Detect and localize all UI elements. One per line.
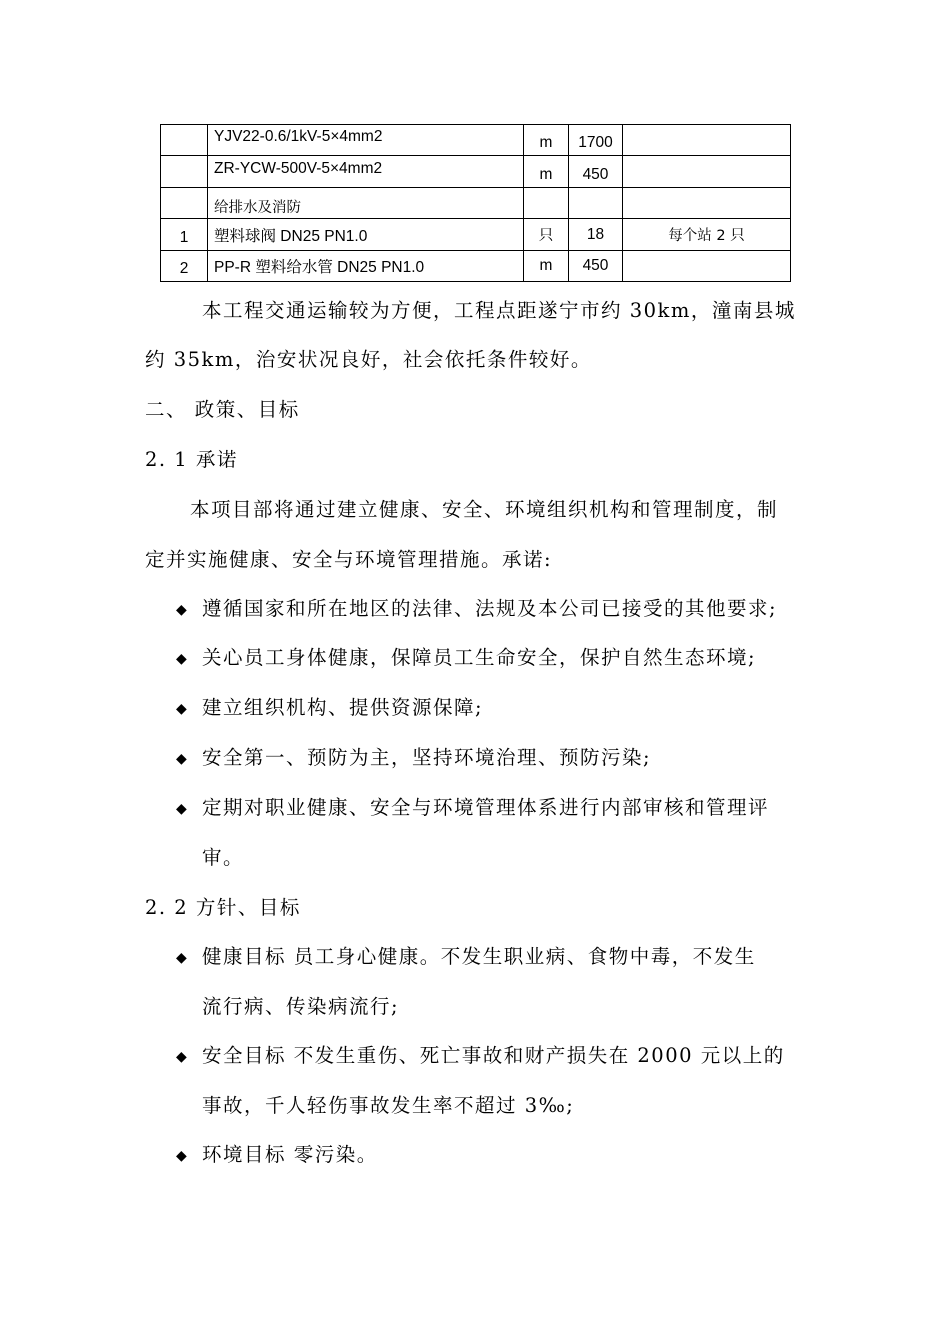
list-item-continuation: 审。: [202, 846, 245, 869]
cell-unit: [524, 125, 569, 156]
list-item: 遵循国家和所在地区的法律、法规及本公司已接受的其他要求;: [202, 597, 778, 620]
subsection-heading: 2. 2 方针、目标: [145, 896, 301, 919]
cell-qty: 18: [569, 219, 623, 251]
table-row: [161, 188, 791, 219]
no-text: 1: [179, 228, 189, 246]
cell-note: [623, 251, 791, 282]
cell-note: [623, 156, 791, 188]
item-text: YJV22-0.6/1kV-5×4mm2: [214, 128, 383, 145]
bullet-icon: ◆: [176, 801, 187, 817]
list-item: 健康目标 员工身心健康。不发生职业病、食物中毒，不发生: [202, 945, 756, 968]
cell-item: [208, 251, 524, 282]
list-item: 安全目标 不发生重伤、死亡事故和财产损失在 2000 元以上的: [202, 1044, 785, 1067]
section-heading: 二、 政策、目标: [145, 398, 300, 421]
table-row: [161, 219, 791, 251]
cell-no: [161, 188, 208, 219]
list-item-continuation: 事故，千人轻伤事故发生率不超过 3‰;: [202, 1094, 575, 1117]
bullet-icon: ◆: [176, 1049, 187, 1065]
bullet-icon: ◆: [176, 751, 187, 767]
cell-qty: 450: [569, 251, 623, 282]
table-row: [161, 125, 791, 156]
cell-no: [161, 125, 208, 156]
list-item: 建立组织机构、提供资源保障;: [202, 696, 484, 719]
bullet-icon: ◆: [176, 950, 187, 966]
list-item: 安全第一、预防为主，坚持环境治理、预防污染;: [202, 746, 652, 769]
materials-table: [160, 124, 791, 282]
cell-no: [161, 156, 208, 188]
cell-unit: m: [524, 251, 569, 282]
cell-item: [208, 219, 524, 251]
cell-no: [161, 251, 208, 282]
cell-qty: [569, 125, 623, 156]
cell-unit: 只: [524, 219, 569, 251]
cell-item: [208, 156, 524, 188]
cell-unit: [524, 156, 569, 188]
list-item: 关心员工身体健康，保障员工生命安全，保护自然生态环境;: [202, 646, 757, 669]
qty-text: 450: [582, 165, 609, 183]
cell-item: [208, 125, 524, 156]
bullet-icon: ◆: [176, 1148, 187, 1164]
list-item: 定期对职业健康、安全与环境管理体系进行内部审核和管理评: [202, 796, 770, 819]
cell-note: [623, 188, 791, 219]
bullet-icon: ◆: [176, 701, 187, 717]
cell-note: [623, 125, 791, 156]
item-text: PP-R 塑料给水管 DN25 PN1.0: [214, 259, 425, 276]
unit-text: m: [539, 134, 553, 151]
cell-unit: [524, 188, 569, 219]
item-text: 给排水及消防: [214, 199, 301, 216]
cell-no: [161, 219, 208, 251]
no-text: 2: [179, 260, 189, 277]
subsection-heading: 2. 1 承诺: [145, 448, 238, 471]
paragraph-line: 本项目部将通过建立健康、安全、环境组织机构和管理制度，制: [190, 498, 779, 521]
list-item: 环境目标 零污染。: [202, 1143, 378, 1166]
cell-item: [208, 188, 524, 219]
paragraph-line: 定并实施健康、安全与环境管理措施。承诺:: [145, 548, 553, 571]
list-item-continuation: 流行病、传染病流行;: [202, 995, 400, 1018]
bullet-icon: ◆: [176, 602, 187, 618]
bullet-icon: ◆: [176, 651, 187, 667]
cell-note: 每个站 2 只: [623, 219, 791, 251]
paragraph-line: 本工程交通运输较为方便，工程点距遂宁市约 30km，潼南县城: [202, 299, 796, 322]
cell-qty: [569, 188, 623, 219]
paragraph-line: 约 35km，治安状况良好，社会依托条件较好。: [145, 348, 592, 371]
qty-text: 1700: [578, 134, 613, 151]
cell-qty: [569, 156, 623, 188]
item-text: 塑料球阀 DN25 PN1.0: [214, 227, 368, 245]
unit-text: m: [539, 165, 553, 183]
table-row: [161, 156, 791, 188]
table-row: [161, 251, 791, 282]
item-text: ZR-YCW-500V-5×4mm2: [214, 159, 383, 177]
